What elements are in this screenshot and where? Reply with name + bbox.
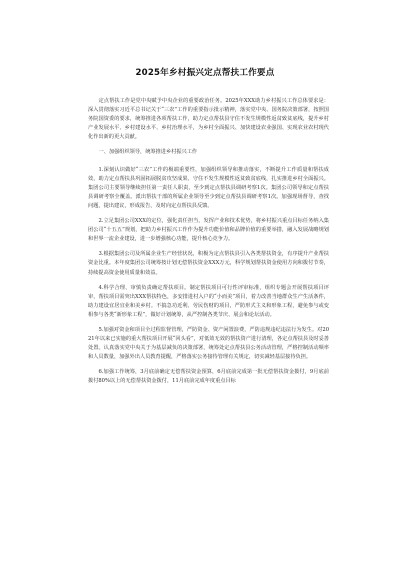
paragraph-4: 4.科学合理、审慎负责确定帮扶项目。制定帮扶项目可行性评审标准，组织专题会开展帮扶项目评审，帮扶项目需突出XXX帮扶特色，多安排进村入户的“小而美”项目，着力改善当地群众生产生活条件，助力建设宜居宜业和美乡村。不搞急功近利、劳民伤财的项目，严防形式主义和形象工程，避免参与或变相参与各类“新形象工程”，做好计划统筹，从严控制各类节庆、展会和论坛活动。 [88,284,329,318]
section-heading: 一、加强组织领导，统筹推进乡村振兴工作 [98,149,198,156]
paragraph-2: 2.立足集团公司XXX的定位，强化责任担当，发挥产业和技术优势，将乡村振兴重点目标任务纳入集团公司“十五五”规划，把助力乡村振兴工作作为提升功能价值和品牌价值的重要举措，融入发展战略规划和世界一流企业建设，进一步增强核心功能，提升核心竞争力。 [88,218,329,243]
paragraph-3: 3.根据集团公司及所属企业生产经营状况，积极为定点帮扶县引入各类帮扶资金，有序提升产业帮扶资金比重。本年度集团公司统筹按计划无偿帮扶资金XXX万元，科学规划帮扶资金使用方向和拨付节奏，持续提高资金使用质量和效益。 [88,251,329,276]
paragraph-5: 5.加强对资金和项目全过程监督管理，严防资金、资产闲置浪费，严防违规违纪违法行为发生。对2021年以来已实施的重大帮扶项目开展“回头看”，对低效无效的帮扶资产进行清理，各定点帮扶县及时妥善处置。认真落实党中央关于为基层减负的决策部署，统筹处定点帮扶县公务活动管理，严格控制活动频率和人员数量，加强外出人员教育提醒，严格落实公务接待管理有关规定，切实减轻基层接待负担。 [88,326,329,361]
paragraph-1: 1.深刻认识做好“三农”工作的极端重要性，加强组织领导和推动落实，不断提升工作质量和帮扶成效，助力定点帮扶县巩固拓展脱贫攻坚成果、守住不发生规模性返贫致贫底线，扎实推进乡村全面振兴。集团公司主要领导继续担任第一责任人职责，至少到定点帮扶县调研考察1次。集团公司领导和定点帮扶县调研考察全覆盖。派出帮扶干部的所属企业领导至少到定点帮扶县调研考察1次。加强现场督导，查找问题，提出建议，形成报告，及时向定点帮扶县反馈。 [88,166,329,209]
paragraph-6: 6.加强工作统筹，3月底前确定无偿帮扶资金预算，6月底前完成第一批无偿帮扶资金拨付，9月底前拨付80%以上的无偿帮扶资金拨付，11月底前完成年度重点目标 [88,369,329,385]
document-title: 2025年乡村振兴定点帮扶工作要点 [135,68,275,78]
document-body [88,97,329,393]
intro-paragraph: 定点帮扶工作是党中央赋予中央企业的重要政治任务。2025年XXX助力乡村振兴工作总体要求是：深入贯彻落实习近平总书记关于“三农”工作的重要指示批示精神，落实党中央、国务院决策部署，按照国务院国资委的要求，统筹推进各项帮扶工作，助力定点帮扶县守住不发生规模性返贫致贫底线，提升乡村产业发展水平、乡村建设水平、乡村治理水平，为乡村全面振兴、加快建设农业强国、实现农业农村现代化作出新的更大贡献。 [88,98,329,141]
